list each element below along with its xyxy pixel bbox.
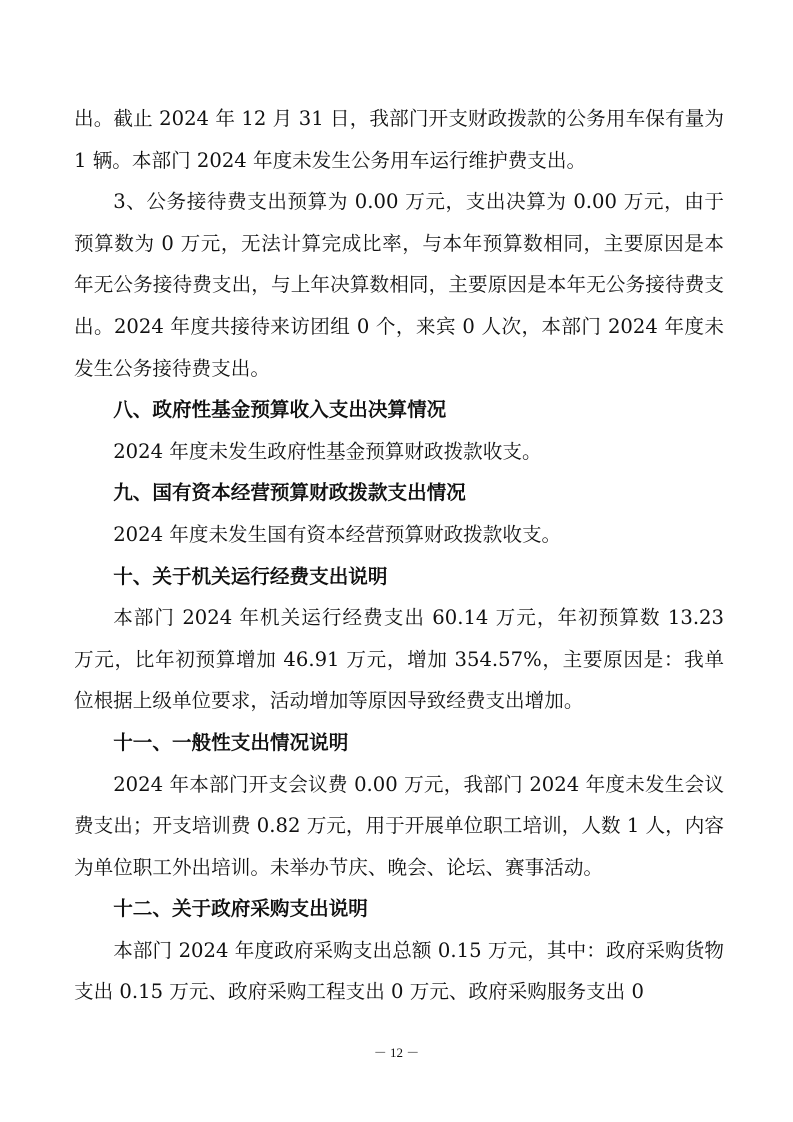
paragraph-section-9: 2024 年度未发生国有资本经营预算财政拨款收支。 xyxy=(113,522,562,546)
paragraph-section-12: 本部门 2024 年度政府采购支出总额 0.15 万元，其中：政府采购货物支出 0.15 万元、政府采购工程支出 0 万元、政府采购服务支出 0 xyxy=(74,938,724,1004)
section-heading-8: 八、政府性基金预算收入支出决算情况 xyxy=(113,398,447,422)
section-heading-12: 十二、关于政府采购支出说明 xyxy=(113,897,368,921)
paragraph-section-11: 2024 年本部门开支会议费 0.00 万元，我部门 2024 年度未发生会议费支出；开支培训费 0.82 万元，用于开展单位职工培训，人数 1 人，内容为单位职工外出培训。未举办节庆、晚会、论坛、赛事活动。 xyxy=(74,772,724,879)
section-heading-11: 十一、一般性支出情况说明 xyxy=(113,730,349,754)
section-heading-9: 九、国有资本经营预算财政拨款支出情况 xyxy=(113,481,466,505)
paragraph-reception-expense: 3、公务接待费支出预算为 0.00 万元，支出决算为 0.00 万元，由于预算数为 0 万元，无法计算完成比率，与本年预算数相同，主要原因是本年无公务接待费支出，与上年决算数相同，主要原因是本年无公务接待费支出。2024 年度共接待来访团组 0 个，来宾 0 人次，本部门 2024 年度未发生公务接待费支出。 xyxy=(74,190,724,380)
document-body xyxy=(74,98,724,1013)
section-heading-10: 十、关于机关运行经费支出说明 xyxy=(113,564,388,588)
paragraph-section-10: 本部门 2024 年机关运行经费支出 60.14 万元，年初预算数 13.23 万元，比年初预算增加 46.91 万元，增加 354.57%，主要原因是：我单位根据上级单位要求，活动增加等原因导致经费支出增加。 xyxy=(74,606,724,713)
page-number: － 12 － xyxy=(373,1045,420,1060)
paragraph-section-8: 2024 年度未发生政府性基金预算财政拨款收支。 xyxy=(113,439,542,463)
paragraph-vehicle-continued: 出。截止 2024 年 12 月 31 日，我部门开支财政拨款的公务用车保有量为 1 辆。本部门 2024 年度未发生公务用车运行维护费支出。 xyxy=(74,107,724,172)
